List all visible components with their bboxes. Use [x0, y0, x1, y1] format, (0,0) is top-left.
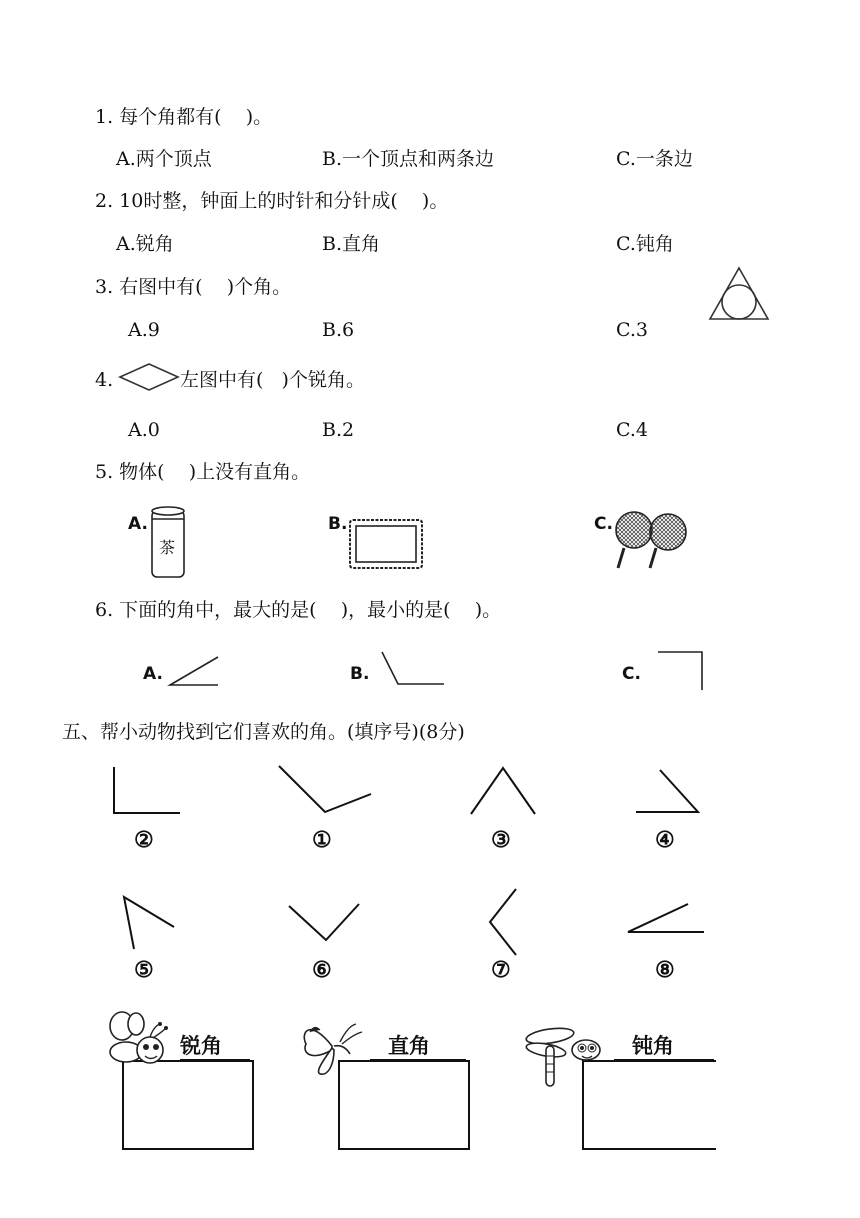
q4-option-a: A.0 — [128, 419, 160, 441]
q3-option-b: B.6 — [322, 319, 355, 341]
rhombus-figure — [118, 362, 180, 392]
angle-8-number: ⑧ — [655, 957, 675, 983]
angle-4 — [632, 766, 702, 816]
tea-can-label: 茶 — [159, 538, 176, 557]
q6-option-a: A. — [143, 664, 163, 684]
bee-icon — [100, 1010, 180, 1072]
question-1: 1. 每个角都有( )。 — [95, 106, 273, 128]
q3-option-c: C.3 — [616, 319, 648, 341]
question-3: 3. 右图中有( )个角。 — [95, 276, 292, 298]
question-5: 5. 物体( )上没有直角。 — [95, 461, 311, 483]
q4-option-b: B.2 — [322, 419, 355, 441]
obtuse-angle-label: 钝角 — [632, 1033, 674, 1058]
angle-7 — [484, 886, 520, 958]
q1-option-c: C.一条边 — [616, 148, 693, 170]
angle-8 — [624, 900, 706, 936]
question-6: 6. 下面的角中，最大的是( )，最小的是( )。 — [95, 599, 502, 621]
acute-angle-answer-box[interactable] — [122, 1060, 254, 1150]
angle-7-number: ⑦ — [491, 957, 511, 983]
butterfly-icon — [300, 1018, 370, 1078]
right-angle-label: 直角 — [388, 1033, 430, 1058]
q6-angle-b — [380, 650, 446, 688]
angle-3-number: ③ — [491, 827, 511, 853]
angle-4-number: ④ — [655, 827, 675, 853]
angle-6 — [286, 900, 362, 944]
q4-option-c: C.4 — [616, 419, 648, 441]
q5-option-c: C. — [594, 514, 613, 534]
q5-option-b: B. — [328, 514, 348, 534]
angle-3 — [468, 764, 538, 816]
question-4-number: 4. — [95, 369, 114, 391]
acute-angle-label: 锐角 — [180, 1033, 222, 1058]
q1-option-b: B.一个顶点和两条边 — [322, 148, 495, 170]
question-2: 2. 10时整，钟面上的时针和分针成( )。 — [95, 190, 449, 212]
acute-label-underline — [180, 1059, 250, 1061]
dragonfly-icon — [522, 1022, 614, 1088]
angle-2-number: ② — [134, 827, 154, 853]
q1-option-a: A.两个顶点 — [116, 148, 212, 170]
angle-2 — [275, 762, 375, 816]
angle-1-number: ① — [312, 827, 332, 853]
q6-option-c: C. — [622, 664, 641, 684]
obtuse-label-underline — [614, 1059, 714, 1061]
q2-option-b: B.直角 — [322, 233, 381, 255]
q2-option-c: C.钝角 — [616, 233, 674, 255]
angle-5-number: ⑤ — [134, 957, 154, 983]
triangle-circle-figure — [708, 266, 770, 322]
q6-angle-c — [656, 650, 706, 692]
section-5-title: 五、帮小动物找到它们喜欢的角。(填序号)(8分) — [62, 721, 465, 743]
q6-angle-a — [168, 655, 222, 689]
angle-1 — [110, 765, 184, 817]
q2-option-a: A.锐角 — [116, 233, 174, 255]
q3-option-a: A.9 — [128, 319, 160, 341]
ping-pong-paddles-figure — [612, 510, 692, 574]
question-4: 左图中有( )个锐角。 — [180, 369, 365, 391]
q5-option-a: A. — [128, 514, 148, 534]
q6-option-b: B. — [350, 664, 370, 684]
angle-6-number: ⑥ — [312, 957, 332, 983]
right-label-underline — [370, 1059, 466, 1061]
picture-frame-figure — [348, 518, 424, 570]
angle-5 — [118, 893, 178, 951]
